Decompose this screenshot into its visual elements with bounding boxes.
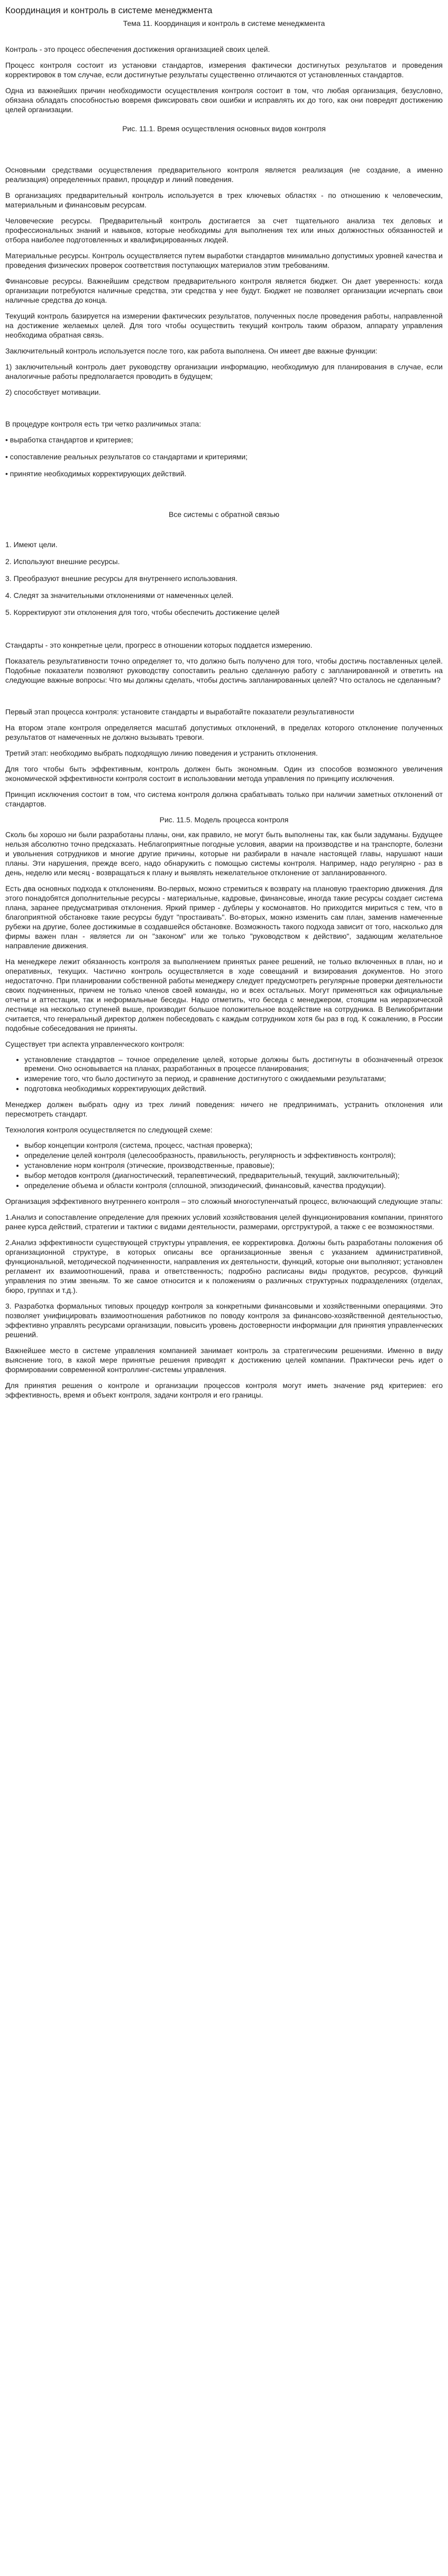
topic-heading: Тема 11. Координация и контроль в системе менеджмента (123, 19, 325, 28)
paragraph: Важнейшее место в системе управления компанией занимает контроль за стратегическим решениями. Именно в виду выяснение того, в какой мере принятые решения приводят к достижению целей компании. Практически речь идет о формировании современной контроллинг-системы управления. (5, 1346, 443, 1374)
paragraph: Сколь бы хорошо ни были разработаны планы, они, как правило, не могут быть выполнены так, как были задуманы. Будущее нельзя абсолютно точно предсказать. Неблагоприятные погодные условия, аварии на производстве и на транспорте, болезни и увольнения сотрудников и многие другие причины, которые ни разбирали в начале настоящей главы, нарушают наши планы. Эти нарушения, прежде всего, надо обнаружить с помощью системы контроля. Например, надо регулярно - раз в день, неделю или месяц - возвращаться к плану и выявлять нежелательное отклонение от запланированного. (5, 830, 443, 877)
paragraph: Основными средствами осуществления предварительного контроля является реализация (не создание, а именно реализация) определенных правил, процедур и линий поведения. (5, 166, 443, 184)
paragraph: 1.Анализ и сопоставление определение для прежних условий хозяйствования целей функционирования компании, принятого ранее курса действий, стратегии и тактики с видами деятельности, размерами, оргструктурой, а также с ее возможностями. (5, 1213, 443, 1231)
list-item: 1. Имеют цели. (5, 540, 58, 549)
list-item: • выбор концепции контроля (система, процесс, частная проверка); (24, 1141, 443, 1150)
page-title: Координация и контроль в системе менеджмента (5, 5, 213, 15)
paragraph: Человеческие ресурсы. Предварительный контроль достигается за счет тщательного анализа тех деловых и профессиональных знаний и навыков, которые необходимы для выполнения тех или иных должностных обязанностей и отбора наиболее подготовленных и квалифицированных людей. (5, 216, 443, 244)
paragraph: На втором этапе контроля определяется масштаб допустимых отклонений, в пределах которого отклонение полученных результатов от намеченных не должно вызывать тревоги. (5, 723, 443, 741)
paragraph: Принцип исключения состоит в том, что система контроля должна срабатывать только при наличии заметных отклонений от стандартов. (5, 790, 443, 808)
section-title: Все системы с обратной связью (168, 510, 280, 519)
list-item: • установление стандартов – точное определение целей, которые должны быть достигнуты в обозначенный отрезок времени. Оно основывается на планах, разработанных в процессе планирования; (24, 1055, 443, 1073)
list-item: • выработка стандартов и критериев; (5, 436, 133, 444)
figure-caption: Рис. 11.5. Модель процесса контроля (159, 815, 289, 824)
list-item: • подготовка необходимых корректирующих действий. (24, 1084, 443, 1093)
paragraph: Для принятия решения о контроле и организации процессов контроля могут иметь значение ряд критериев: его эффективность, время и объект контроля, задачи контроля и его границы. (5, 1381, 443, 1399)
paragraph: Финансовые ресурсы. Важнейшим средством предварительного контроля является бюджет. Он дает уверенность: когда организации потребуются наличные средства, эти средства у нее будут. Бюджет не позволяет организации исчерпать свои наличные средства до конца. (5, 277, 443, 304)
paragraph: Показатель результативности точно определяет то, что должно быть получено для того, чтобы достичь поставленных целей. Подобные показатели позволяют руководству сопоставить реально сделанную работу с запланированной и ответить на следующие важные вопросы: Что мы должны сделать, чтобы достичь запланированных целей? Что осталось не сделанным? (5, 657, 443, 684)
systems-list (5, 540, 443, 617)
paragraph: Для того чтобы быть эффективным, контроль должен быть экономным. Один из способов возможного увеличения экономической эффективности контроля состоит в использовании метода управления по принципу исключения. (5, 765, 443, 783)
paragraph: Текущий контроль базируется на измерении фактических результатов, полученных после проведения работы, направленной на достижение желаемых целей. Для того чтобы осуществить текущий контроль таким образом, аппарату управления необходима обратная связь. (5, 312, 443, 339)
list-item: • измерение того, что было достигнуто за период, и сравнение достигнутого с ожидаемыми результатами; (24, 1074, 443, 1083)
list-item: • установление норм контроля (этические, производственные, правовые); (24, 1161, 443, 1170)
paragraph: Технология контроля осуществляется по следующей схеме: (5, 1126, 213, 1134)
paragraph: 2) способствует мотивации. (5, 388, 101, 396)
paragraph: Контроль - это процесс обеспечения достижения организацией своих целей. (5, 45, 270, 53)
figure-caption: Рис. 11.1. Время осуществления основных видов контроля (122, 124, 326, 133)
paragraph: Есть два основных подхода к отклонениям. Во-первых, можно стремиться к возврату на плановую траекторию движения. Для этого понадобятся дополнительные ресурсы - материальные, кадровые, финансовые, иногда такие ресурсы создает система плана, заранее предусматривая отклонения. Яркий пример - дублеры у космонавтов. Но приходится мириться с тем, что в благоприятной обстановке такие ресурсы будут "простаивать". Во-вторых, можно изменить сам план, заменив намеченные рубежи на другие, более достижимые в создавшейся обстановке. Возможность такого подхода зависит от того, насколько для фирмы важен план - является ли он "законом" или же только "руководством к действию", задающим желательное направление движения. (5, 884, 443, 950)
list-item: 2. Используют внешние ресурсы. (5, 557, 120, 566)
paragraph: Процесс контроля состоит из установки стандартов, измерения фактически достигнутых результатов и проведения корректировок в том случае, если достигнутые результаты существенно отличаются от установленных стандартов. (5, 61, 443, 79)
paragraph: Стандарты - это конкретные цели, прогресс в отношении которых поддается измерению. (5, 641, 313, 649)
stages-list (5, 435, 443, 478)
list-item: • определение целей контроля (целесообразность, правильность, регулярность и эффективность контроля); (24, 1151, 443, 1160)
list-item: 5. Корректируют эти отклонения для того, чтобы обеспечить достижение целей (5, 608, 280, 616)
paragraph: Материальные ресурсы. Контроль осуществляется путем выработки стандартов минимально допустимых уровней качества и проведения физических проверок соответствия поступающих материалов этим требованиям. (5, 251, 443, 269)
list-item: 4. Следят за значительными отклонениями от намеченных целей. (5, 591, 234, 600)
paragraph: 2.Анализ эффективности существующей структуры управления, ее корректировка. Должны быть разработаны положения об организационной структуре, в которых описаны все организационные звенья с указанием административной, функциональной, методической подчиненности, направления их деятельности, функций, которые они выполняют; установлен регламент их взаимоотношений, права и ответственность; подробно расписаны виды продуктов, ресурсов, функций управления по этим звеньям. То же самое относится и к положениям о различных структурных подразделениях (отделах, бюро, группах и т.д.). (5, 1238, 443, 1294)
paragraph: Менеджер должен выбрать одну из трех линий поведения: ничего не предпринимать, устранить отклонения или пересмотреть стандарт. (5, 1100, 443, 1118)
paragraph: Организация эффективного внутреннего контроля – это сложный многоступенчатый процесс, включающий следующие этапы: (5, 1197, 443, 1205)
technology-list (5, 1141, 443, 1190)
paragraph: Существует три аспекта управленческого контроля: (5, 1040, 185, 1048)
list-item: • принятие необходимых корректирующих действий. (5, 469, 187, 478)
paragraph: Одна из важнейших причин необходимости осуществления контроля состоит в том, что любая организация, безусловно, обязана обладать способностью вовремя фиксировать свои ошибки и исправлять их до того, как они повредят достижению целей организации. (5, 86, 443, 114)
paragraph: Заключительный контроль используется после того, как работа выполнена. Он имеет две важные функции: (5, 347, 378, 355)
paragraph: В организациях предварительный контроль используется в трех ключевых областях - по отношению к человеческим, материальным и финансовым ресурсам. (5, 191, 443, 209)
list-item: • выбор методов контроля (диагностический, терапевтический, предварительный, текущий, заключительный); (24, 1171, 443, 1180)
paragraph: На менеджере лежит обязанность контроля за выполнением принятых ранее решений, не только включенных в план, но и оперативных, текущих. Частично контроль осуществляется в ходе совещаний и визирования документов. Но этого недостаточно. При планировании собственной работы менеджеру следует предусмотреть регулярные проверки деятельности своих подчиненных, причем не только членов своей команды, но и всех остальных. Могут применяться как официальные отчеты и аттестации, так и неформальные беседы. Надо отметить, что беседа с менеджером, стоящим на иерархической лестнице на несколько ступеней выше, производит большое положительное воздействие на сотрудника. В Великобритании считается, что генеральный директор должен побеседовать с каждым сотрудником хотя бы раз в год. К сожалению, в России подобные собеседования не приняты. (5, 957, 443, 1032)
aspects-list (5, 1055, 443, 1093)
paragraph: В процедуре контроля есть три четко различимых этапа: (5, 420, 202, 428)
list-item: • определение объема и области контроля (сплошной, эпизодический, финансовый, качества продукции). (24, 1181, 443, 1190)
paragraph: 1) заключительный контроль дает руководству организации информацию, необходимую для планирования в случае, если аналогичные работы предполагается проводить в будущем; (5, 362, 443, 380)
paragraph: 3. Разработка формальных типовых процедур контроля за конкретными финансовыми и хозяйственными операциями. Это позволяет унифицировать взаимоотношения работников по поводу контроля за финансово-хозяйственной деятельностью, эффективно управлять ресурсами организации, повысить уровень достоверности информации для принятия управленческих решений. (5, 1302, 443, 1339)
list-item: 3. Преобразуют внешние ресурсы для внутреннего использования. (5, 574, 237, 583)
paragraph: Третий этап: необходимо выбрать подходящую линию поведения и устранить отклонения. (5, 749, 318, 757)
paragraph: Первый этап процесса контроля: установите стандарты и выработайте показатели результативности (5, 708, 354, 716)
list-item: • сопоставление реальных результатов со стандартами и критериями; (5, 452, 248, 461)
